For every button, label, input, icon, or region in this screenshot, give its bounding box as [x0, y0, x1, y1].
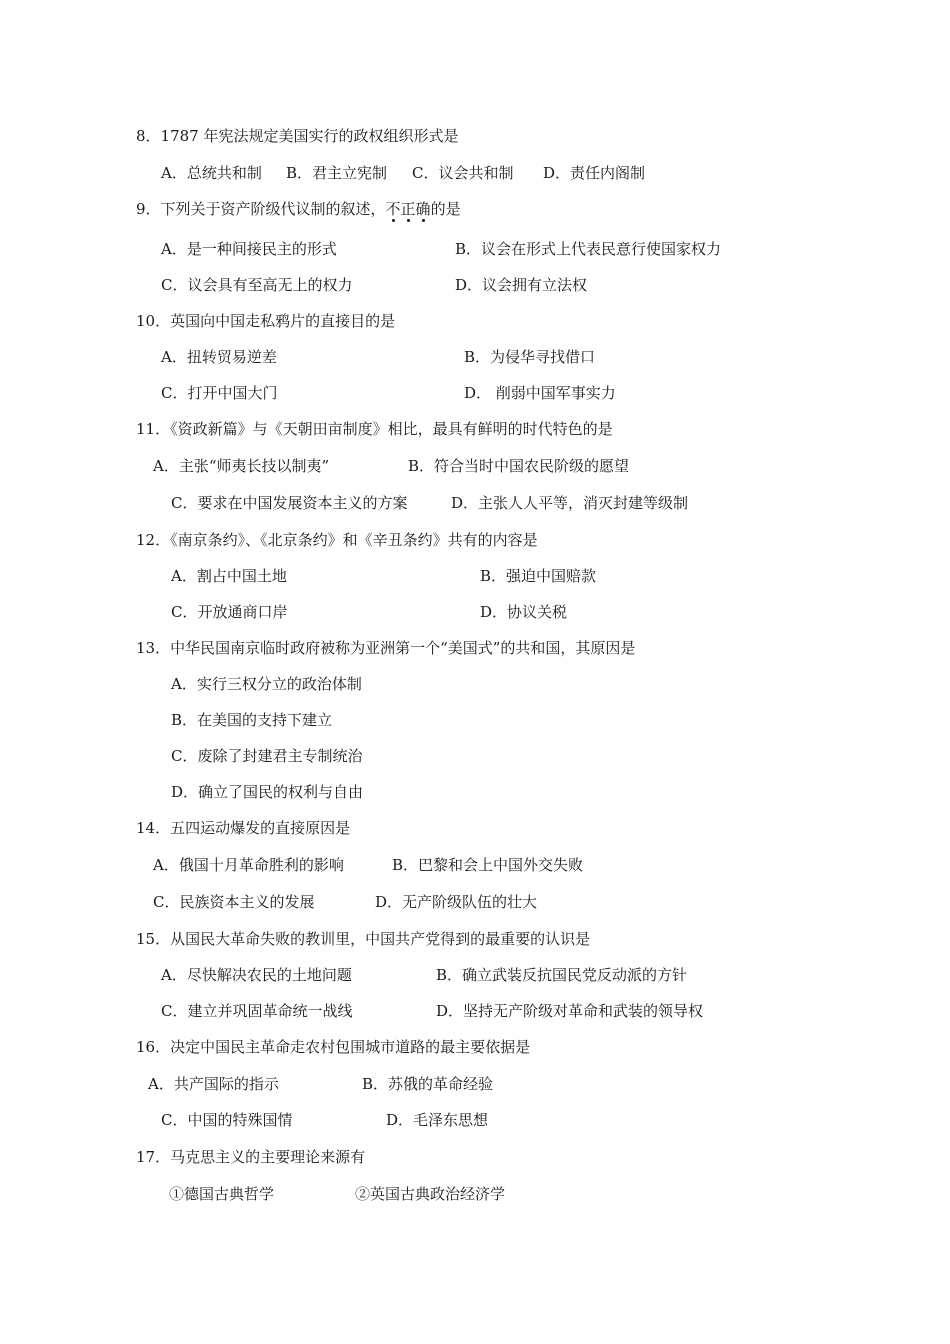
question-15-option-b: B．确立武装反抗国民党反动派的方针: [436, 966, 688, 984]
question-11-stem: 11．《资政新篇》与《天朝田亩制度》相比，最具有鲜明的时代特色的是: [136, 420, 613, 438]
question-10-option-c: C．打开中国大门: [161, 384, 278, 402]
question-10-option-d: D． 削弱中国军事实力: [464, 384, 616, 402]
question-8-option-c: C．议会共和制: [412, 164, 514, 182]
question-14-option-c: C．民族资本主义的发展: [153, 893, 315, 911]
question-10-option-a: A．扭转贸易逆差: [161, 348, 277, 366]
question-13-option-a: A．实行三权分立的政治体制: [171, 675, 362, 693]
question-14-option-d: D．无产阶级队伍的壮大: [375, 893, 538, 911]
question-14-stem: 14．五四运动爆发的直接原因是: [136, 819, 351, 837]
question-8-option-b: B．君主立宪制: [286, 164, 388, 182]
question-9-option-d: D．议会拥有立法权: [455, 276, 588, 294]
question-9-stem: [136, 199, 461, 219]
question-12-option-d: D．协议关税: [480, 603, 568, 621]
question-15-option-d: D．坚持无产阶级对革命和武装的领导权: [436, 1002, 704, 1020]
question-11-option-a: A．主张“师夷长技以制夷”: [153, 457, 330, 475]
question-16-stem: 16．决定中国民主革命走农村包围城市道路的最主要依据是: [136, 1038, 531, 1056]
question-11-option-d: D．主张人人平等，消灭封建等级制: [451, 494, 689, 512]
question-16-option-d: D．毛泽东思想: [386, 1111, 489, 1129]
question-13-option-c: C．废除了封建君主专制统治: [171, 747, 363, 765]
question-10-option-b: B．为侵华寻找借口: [464, 348, 596, 366]
question-8-option-a: A．总统共和制: [161, 164, 262, 182]
question-8-stem: 8．1787 年宪法规定美国实行的政权组织形式是: [136, 127, 459, 145]
question-9-stem-suffix: 的是: [430, 200, 461, 218]
question-9-option-b: B．议会在形式上代表民意行使国家权力: [455, 240, 722, 258]
question-15-option-c: C．建立并巩固革命统一战线: [161, 1002, 353, 1020]
question-16-option-b: B．苏俄的革命经验: [362, 1075, 494, 1093]
question-12-option-b: B．强迫中国赔款: [480, 567, 597, 585]
question-15-stem: 15．从国民大革命失败的教训里，中国共产党得到的最重要的认识是: [136, 930, 591, 948]
question-16-option-c: C．中国的特殊国情: [161, 1111, 293, 1129]
question-9-stem-prefix: 9．下列关于资产阶级代议制的叙述，: [136, 200, 386, 218]
question-12-option-a: A．割占中国土地: [171, 567, 287, 585]
question-13-stem: 13．中华民国南京临时政府被称为亚洲第一个“美国式”的共和国，其原因是: [136, 639, 636, 657]
question-9-option-c: C．议会具有至高无上的权力: [161, 276, 353, 294]
question-14-option-b: B．巴黎和会上中国外交失败: [392, 856, 584, 874]
question-8-option-d: D．责任内阁制: [543, 164, 646, 182]
question-9-stem-emphasis: 不正确: [386, 200, 431, 218]
question-14-option-a: A．俄国十月革命胜利的影响: [153, 856, 344, 874]
question-17-stem: 17．马克思主义的主要理论来源有: [136, 1148, 366, 1166]
question-13-option-d: D．确立了国民的权利与自由: [171, 783, 364, 801]
question-13-option-b: B．在美国的支持下建立: [171, 711, 333, 729]
question-11-option-c: C．要求在中国发展资本主义的方案: [171, 494, 408, 512]
question-17-item-2: ②英国古典政治经济学: [355, 1185, 506, 1203]
question-12-option-c: C．开放通商口岸: [171, 603, 288, 621]
question-9-option-a: A．是一种间接民主的形式: [161, 240, 337, 258]
question-16-option-a: A．共产国际的指示: [148, 1075, 279, 1093]
question-11-option-b: B．符合当时中国农民阶级的愿望: [408, 457, 630, 475]
question-12-stem: 12．《南京条约》、《北京条约》和《辛丑条约》共有的内容是: [136, 531, 538, 549]
question-17-item-1: ①德国古典哲学: [169, 1185, 275, 1203]
emphasis-dots: [386, 219, 431, 223]
question-15-option-a: A．尽快解决农民的土地问题: [161, 966, 352, 984]
question-10-stem: 10．英国向中国走私鸦片的直接目的是: [136, 312, 396, 330]
